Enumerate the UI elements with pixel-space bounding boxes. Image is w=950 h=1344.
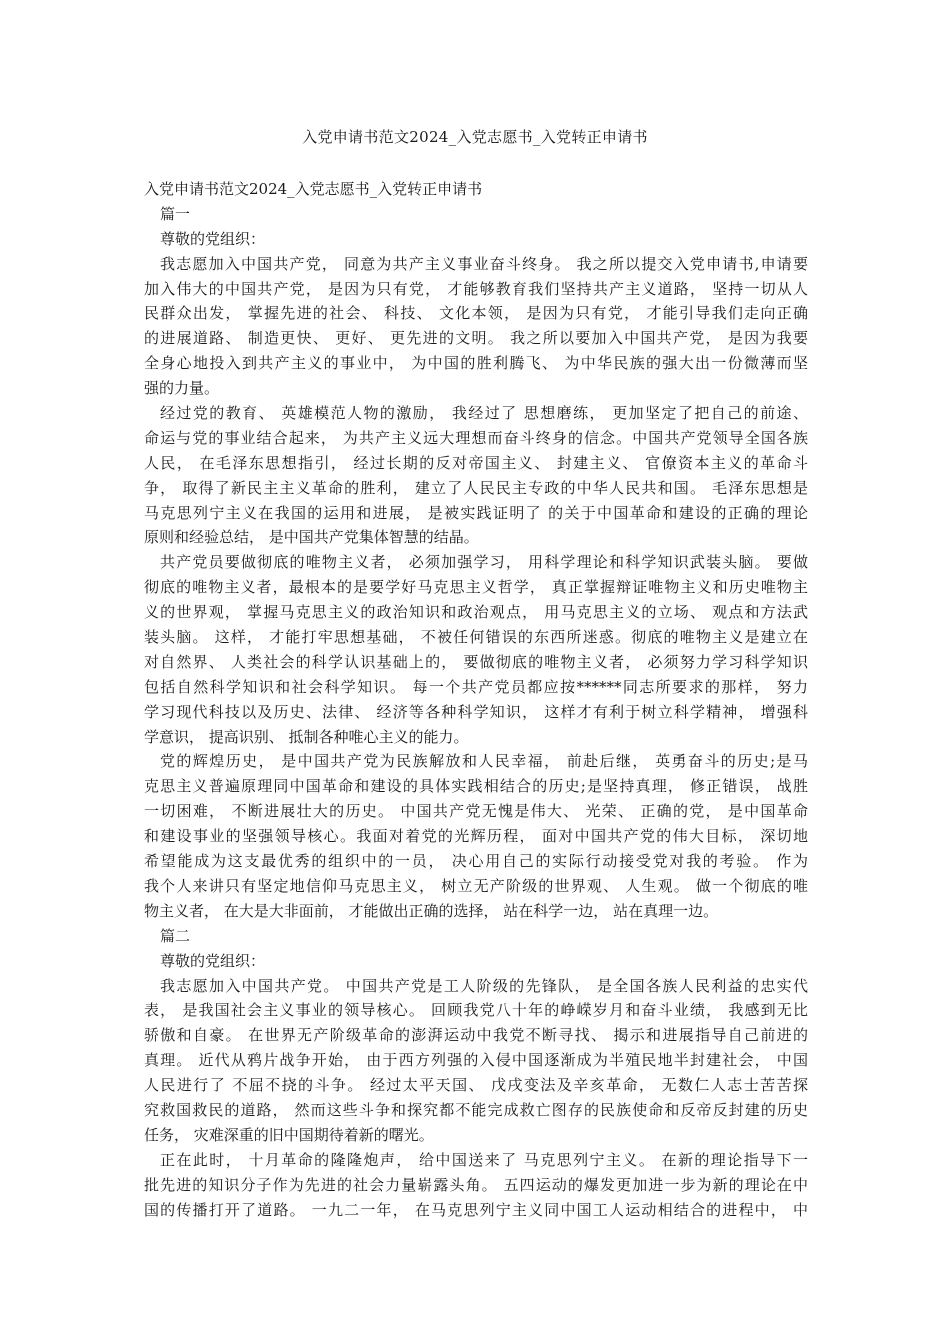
text-line: 尊敬的党组织： xyxy=(160,951,266,970)
text-line: 经过党的教育、 英雄模范人物的激励， 我经过了 思想磨练， 更加坚定了把自己的前途、 xyxy=(160,404,808,423)
text-line: 学意识， 提高识别、 抵制各种唯心主义的能力。 xyxy=(144,727,469,746)
text-line: 正在此时， 十月革命的隆隆炮声， 给中国送来了 马克思列宁主义。 在新的理论指导下一 xyxy=(160,1150,808,1169)
text-line: 骄傲和自豪。 在世界无产阶级革命的澎湃运动中我党不断寻找、 揭示和进展指导自己前进的 xyxy=(144,1026,808,1045)
text-line: 强的力量。 xyxy=(144,379,220,398)
text-line: 马克思列宁主义在我国的运用和进展， 是被实践证明了 的关于中国革命和建设的正确的理论 xyxy=(144,503,808,522)
document-title: 入党申请书范文2024_入党志愿书_入党转正申请书 xyxy=(302,128,648,146)
text-line: 我个人来讲只有坚定地信仰马克思主义， 树立无产阶级的世界观、 人生观。 做一个彻底的唯 xyxy=(144,876,808,895)
text-line: 篇二 xyxy=(160,926,191,945)
text-line: 人民， 在毛泽东思想指引， 经过长期的反对帝国主义、 封建主义、 官僚资本主义的革命斗 xyxy=(144,453,808,472)
text-line: 装头脑。 这样， 才能打牢思想基础， 不被任何错误的东西所迷惑。彻底的唯物主义是建立在 xyxy=(144,628,808,647)
text-line: 民群众出发， 掌握先进的社会、 科技、 文化本领， 是因为只有党， 才能引导我们走向正确 xyxy=(144,304,808,323)
text-line: 我志愿加入中国共产党。 中国共产党是工人阶级的先锋队， 是全国各族人民利益的忠实代 xyxy=(160,976,808,995)
text-line: 共产党员要做彻底的唯物主义者， 必须加强学习， 用科学理论和科学知识武装头脑。 要做 xyxy=(160,553,808,572)
text-line: 对自然界、 人类社会的科学认识基础上的， 要做彻底的唯物主义者， 必须努力学习科学知识 xyxy=(144,652,808,671)
text-line: 表， 是我国社会主义事业的领导核心。 回顾我党八十年的峥嵘岁月和奋斗业绩， 我感到无比 xyxy=(144,1001,808,1020)
text-line: 一切困难， 不断进展壮大的历史。 中国共产党无愧是伟大、 光荣、 正确的党， 是中国革命 xyxy=(144,802,808,821)
text-line: 义的世界观， 掌握马克思主义的政治知识和政治观点， 用马克思主义的立场、 观点和方法武 xyxy=(144,603,808,622)
text-line: 和建设事业的坚强领导核心。我面对着党的光辉历程， 面对中国共产党的伟大目标， 深切地 xyxy=(144,827,808,846)
text-line: 真理。 近代从鸦片战争开始， 由于西方列强的入侵中国逐渐成为半殖民地半封建社会， 中国 xyxy=(144,1051,808,1070)
text-line: 篇一 xyxy=(160,204,191,223)
text-line: 国的传播打开了道路。 一九二一年， 在马克思列宁主义同中国工人运动相结合的进程中， 中 xyxy=(144,1200,808,1219)
text-line: 人民进行了 不屈不挠的斗争。 经过太平天国、 戊戌变法及辛亥革命， 无数仁人志士苦苦探 xyxy=(144,1076,808,1095)
text-line: 命运与党的事业结合起来， 为共产主义远大理想而奋斗终身的信念。中国共产党领导全国各族 xyxy=(144,428,808,447)
text-line: 党的辉煌历史， 是中国共产党为民族解放和人民幸福， 前赴后继， 英勇奋斗的历史;是马 xyxy=(160,752,808,771)
text-line: 克思主义普遍原理同中国革命和建设的具体实践相结合的历史;是坚持真理， 修正错误， 战胜 xyxy=(144,777,808,796)
text-line: 全身心地投入到共产主义的事业中， 为中国的胜利腾飞、 为中华民族的强大出一份微薄而坚 xyxy=(144,354,808,373)
text-line: 争， 取得了新民主主义革命的胜利， 建立了人民民主专政的中华人民共和国。 毛泽东思想是 xyxy=(144,478,808,497)
text-line: 学习现代科技以及历史、法律、 经济等各种科学知识， 这样才有利于树立科学精神， 增强科 xyxy=(144,702,808,721)
text-line: 希望能成为这支最优秀的组织中的一员， 决心用自己的实际行动接受党对我的考验。 作为 xyxy=(144,852,808,871)
text-line: 的进展道路、 制造更快、 更好、 更先进的文明。 我之所以要加入中国共产党， 是因为我要 xyxy=(144,329,808,348)
text-line: 尊敬的党组织： xyxy=(160,229,266,248)
text-line: 加入伟大的中国共产党， 是因为只有党， 才能够教育我们坚持共产主义道路， 坚持一切从人 xyxy=(144,279,808,298)
text-line: 包括自然科学知识和社会科学知识。 每一个共产党员都应按******同志所要求的那样， 努力 xyxy=(144,677,808,696)
text-line: 究救国救民的道路， 然而这些斗争和探究都不能完成救亡图存的民族使命和反帝反封建的历史 xyxy=(144,1100,808,1119)
text-line: 任务， 灾难深重的旧中国期待着新的曙光。 xyxy=(144,1125,434,1144)
document-body xyxy=(144,177,808,1222)
text-line: 我志愿加入中国共产党， 同意为共产主义事业奋斗终身。 我之所以提交入党申请书,申请要 xyxy=(160,254,808,273)
text-line: 入党申请书范文2024_入党志愿书_入党转正申请书 xyxy=(144,180,483,198)
text-line: 物主义者， 在大是大非面前， 才能做出正确的选择， 站在科学一边， 站在真理一边。 xyxy=(144,901,719,920)
text-line: 原则和经验总结， 是中国共产党集体智慧的结晶。 xyxy=(144,528,479,547)
text-line: 彻底的唯物主义者，最根本的是要学好马克思主义哲学， 真正掌握辩证唯物主义和历史唯物主 xyxy=(144,578,808,597)
text-line: 批先进的知识分子作为先进的社会力量崭露头角。 五四运动的爆发更加进一步为新的理论在中 xyxy=(144,1175,808,1194)
